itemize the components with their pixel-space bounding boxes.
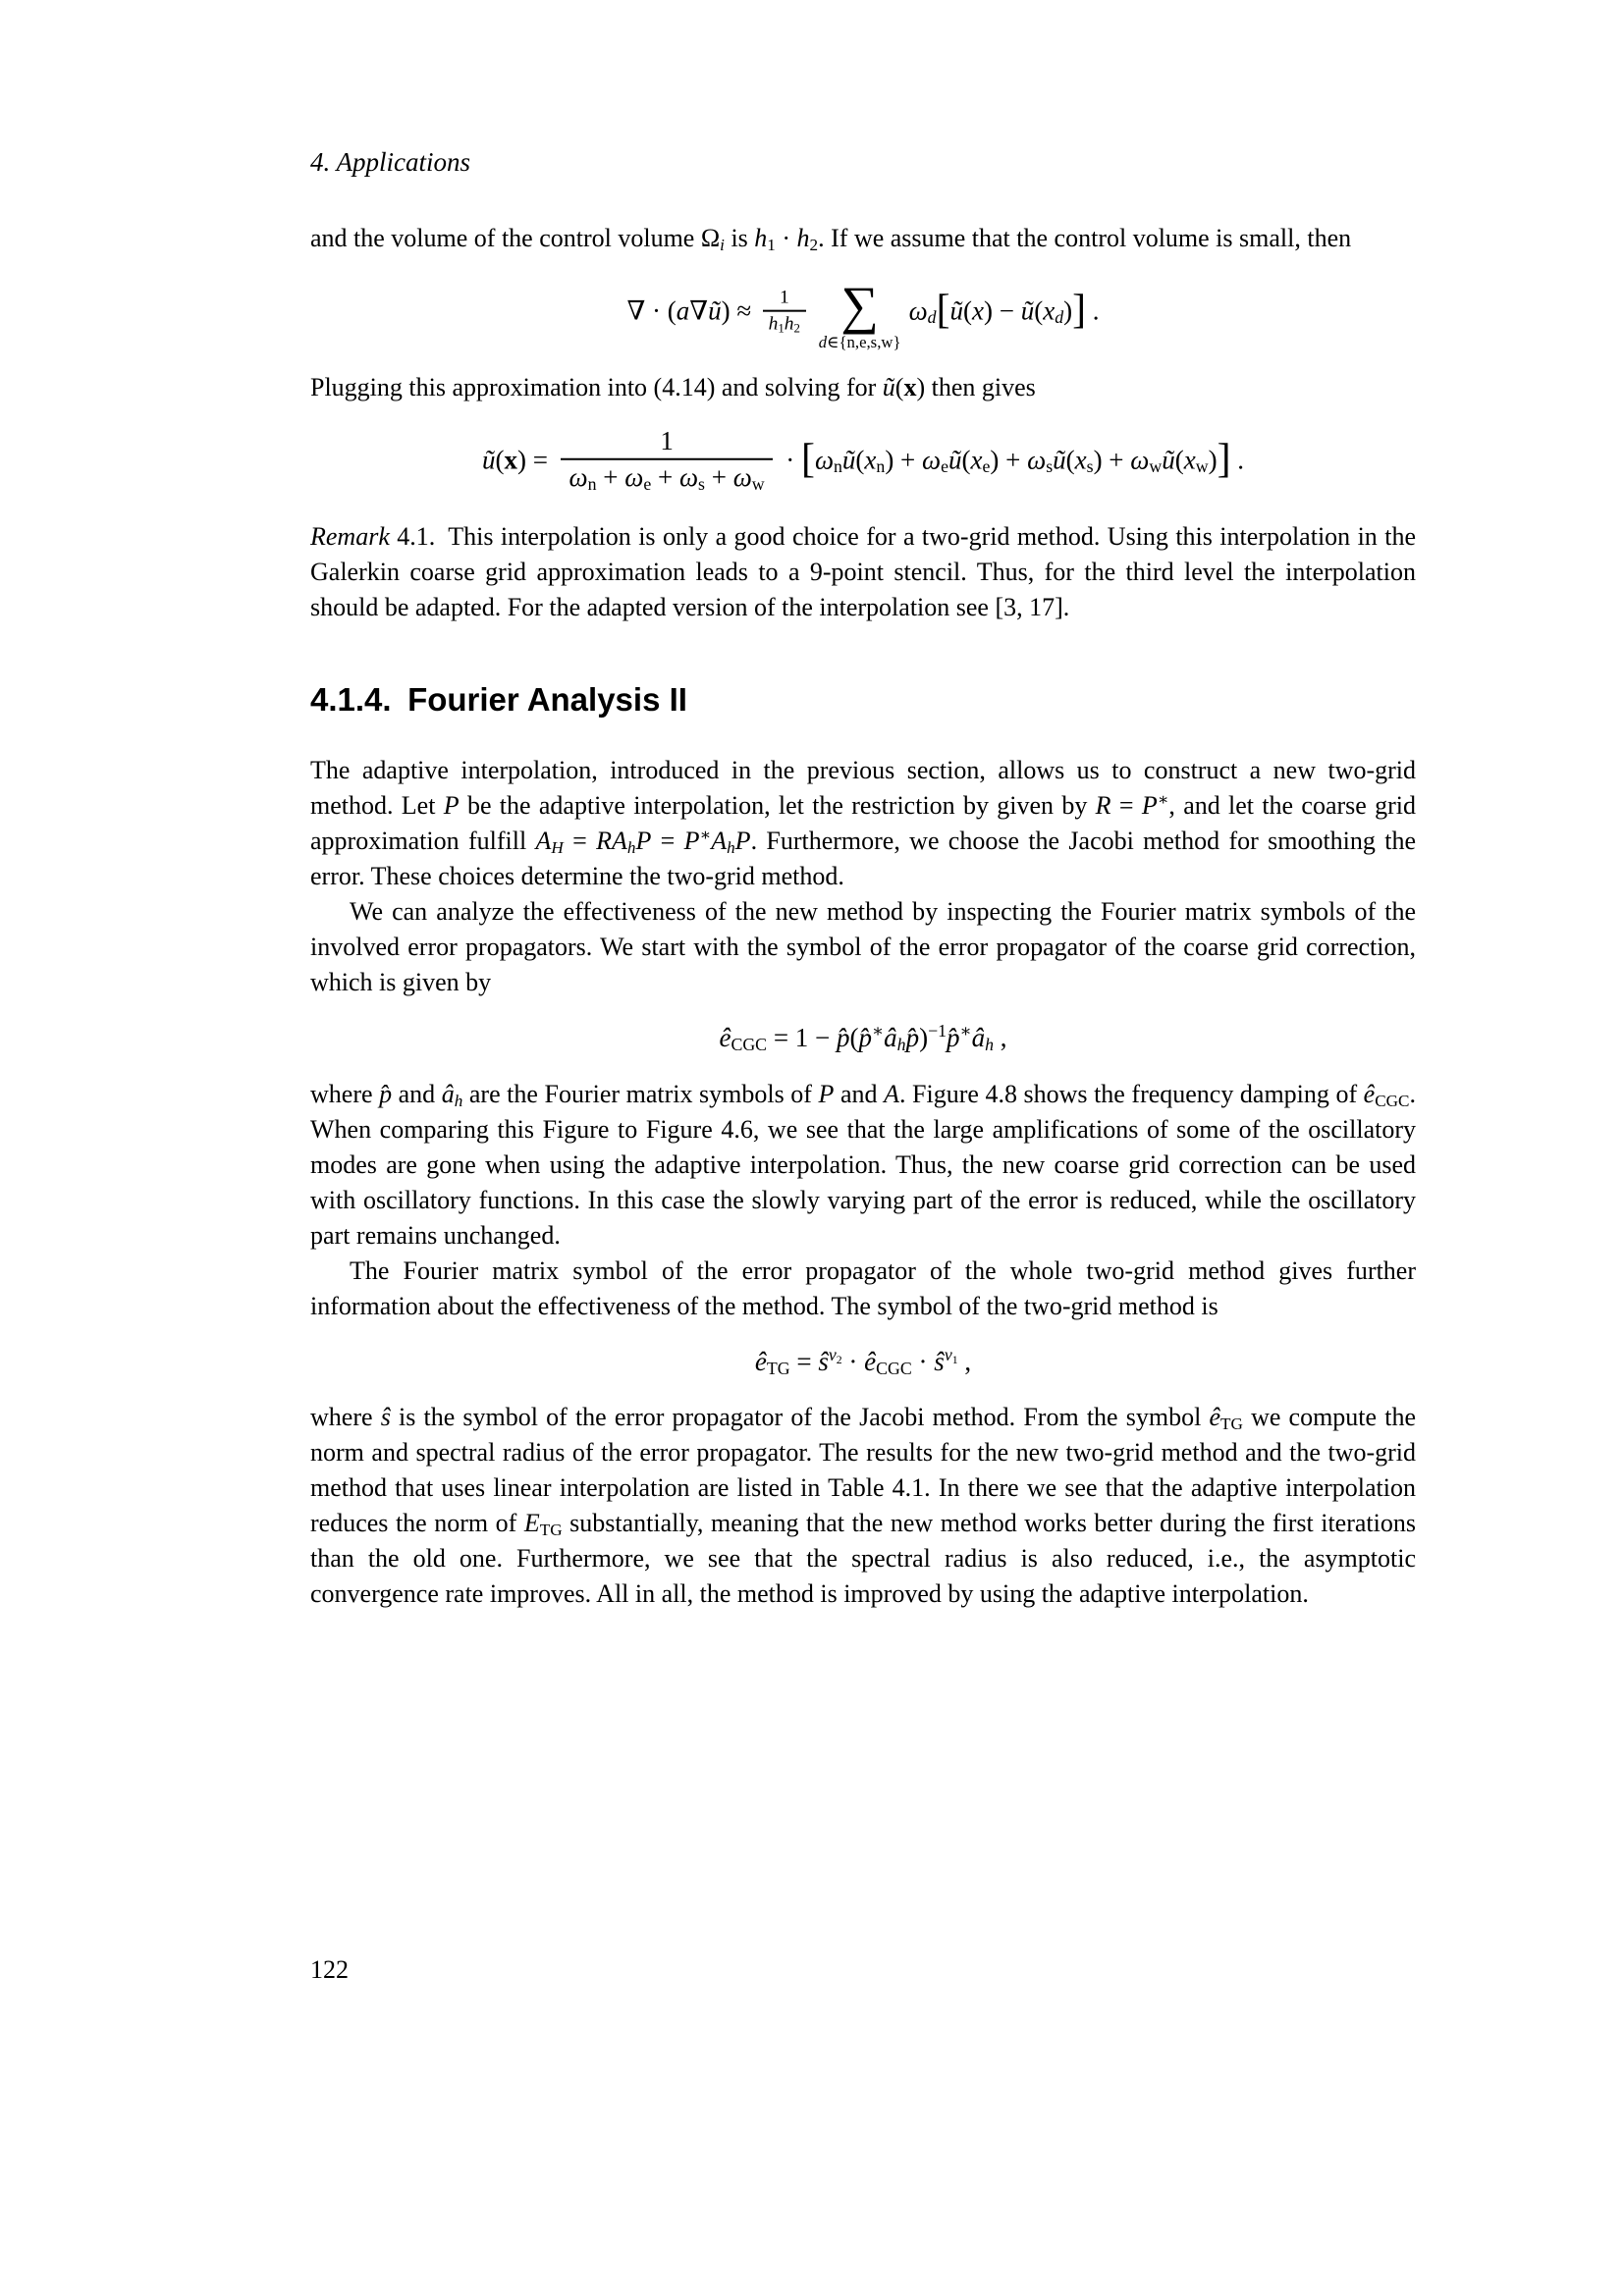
equation-twogrid-symbol: êTG = $ŝ^{\nu 2}$ · êCGC · $ŝ^{\nu 1}$ , <box>754 1344 972 1378</box>
running-header <box>310 147 1416 178</box>
paragraph-fourier-symbols: where p̂ and âh are the Fourier matrix symbols of P and A. Figure 4.8 shows the frequency damping of êCGC. When comparing this Figure to Figure 4.6, we see that the large amplifications of some of the oscillatory modes are gone when using the adaptive interpolation. Thus, the new coarse grid correction can be used with oscillatory functions. In this case the slowly varying part of the error is reduced, while the oscillatory part remains unchanged. <box>310 1079 1416 1250</box>
text-column <box>310 147 1416 1612</box>
section-heading-fourier-analysis: 4.1.4. Fourier Analysis II <box>310 681 687 719</box>
paragraph-control-volume: and the volume of the control volume Ωi is h1 · h2. If we assume that the control volume is small, then <box>310 224 1352 254</box>
equation-cgc-symbol: êCGC = 1 − p̂(p̂∗âhp̂)$^{-1}$p̂∗âh , <box>719 1021 1007 1054</box>
paragraph-plugging-approximation: Plugging this approximation into (4.14) and solving for ũ(x) then gives <box>310 373 1036 402</box>
paragraph-adaptive-interpolation: The adaptive interpolation, introduced in the previous section, allows us to construct a new two-grid method. Let P be the adaptive interpolation, let the restriction by given by R = P∗, and let the coarse grid approximation fulfill AH = RAhP = P∗AhP. Furthermore, we choose the Jacobi method for smoothing the error. These choices determine the two-grid method. <box>310 755 1416 890</box>
paragraph-twogrid-symbol-intro: The Fourier matrix symbol of the error propagator of the whole two-grid method gives further information about the effectiveness of the method. The symbol of the two-grid method is <box>310 1255 1416 1320</box>
remark-4-1: Remark 4.1. This interpolation is only a good choice for a two-grid method. Using this interpolation in the Galerkin coarse grid approximation leads to a 9-point stencil. Thus, for the third level the interpolation should be adapted. For the adapted version of the interpolation see [3, 17]. <box>310 522 1416 622</box>
paragraph-jacobi-results: where ŝ is the symbol of the error propagator of the Jacobi method. From the symbol êTG we compute the norm and spectral radius of the error propagator. The results for the new two-grid method and the two-grid method that uses linear interpolation are listed in Table 4.1. In there we see that the adaptive interpolation reduces the norm of ETG substantially, meaning that the new method works better during the first iterations than the old one. Furthermore, we see that the spectral radius is also reduced, i.e., the asymptotic convergence rate improves. All in all, the method is improved by using the adaptive interpolation. <box>310 1403 1417 1609</box>
equation-flux-approximation: ∇ · (a∇ũ) ≈ $\frac{1}{h1h2}$ ∑ d∈{n,e,s,w} ωd[ũ(x) − ũ(xd)] . <box>626 276 1100 352</box>
chapter-header-label: 4. Applications <box>310 147 471 177</box>
paragraph-analyze-effectiveness: We can analyze the effectiveness of the new method by inspecting the Fourier matrix symbols of the involved error propagators. We start with the symbol of the error propagator of the coarse grid correction, which is given by <box>310 896 1416 996</box>
page-number: 122 <box>310 1955 349 1984</box>
equation-interpolation-weights: ũ(x) = $\frac{1}{\omega n + \omega e + \omega s + \omega w}$ · [ωnũ(xn) + ωeũ(xe) + ωsũ(xs) + ωwũ(xw)] . <box>481 425 1245 494</box>
